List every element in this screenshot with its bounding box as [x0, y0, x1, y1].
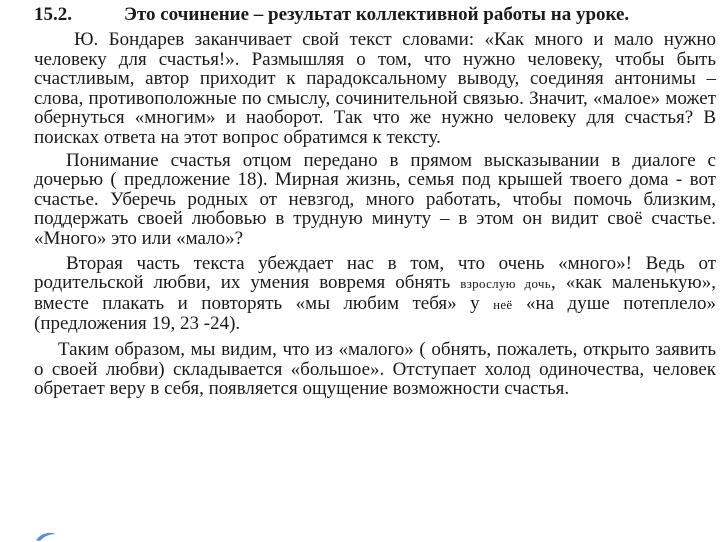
paragraph-1-text: Ю. Бондарев заканчивает свой текст словами: «Как много и мало нужно человеку для счастья!». Размышляя о том, что нужно человеку, чтобы быть счастливым, автор приходит к парадоксальному выводу, соединяя антонимы – слова, противоположные по смыслу, сочинительной связью. Значит, «малое» может обернуться «многим» и наоборот. Так что же нужно человеку для счастья? В поисках ответа на этот вопрос обратимся к тексту.: [34, 29, 716, 148]
paragraph-3-text-a: Вторая часть текста убеждает нас в том, что очень «много»! Ведь от родительской любви, их умения вовремя обнять: [34, 252, 716, 294]
heading-title: Это сочинение – результат коллективной работы на уроке.: [124, 4, 630, 25]
paragraph-2: [34, 151, 716, 249]
paragraph-3: [34, 254, 716, 334]
task-number: 15.2.: [34, 4, 72, 25]
blue-swoosh-icon: [34, 530, 58, 542]
paragraph-4: [34, 340, 716, 399]
paragraph-2-text: Понимание счастья отцом передано в прямом высказывании в диалоге с дочерью ( предложение 18). Мирная жизнь, семья под крышей твоего дома - вот счастье. Уберечь родных от невзгод, много работать, чтобы помочь близким, поддержать своей любовью в трудную минуту – в этом он видит своё счастье. «Много» это или «мало»?: [34, 149, 716, 249]
essay-body: [34, 30, 716, 399]
paragraph-1: [34, 30, 716, 148]
small-caps-phrase: взрослую дочь: [460, 276, 551, 292]
paragraph-4-text: Таким образом, мы видим, что из «малого» ( обнять, пожалеть, открыто заявить о своей любви) складывается «большое». Отступает холод одиночества, человек обретает веру в себя, появляется ощущение возможности счастья.: [34, 338, 716, 400]
document-heading: [34, 0, 716, 30]
paragraph-3-text-c: , «как маленькую», вместе плакать и повторять «мы любим тебя» у: [34, 272, 716, 314]
paragraph-3-text-e: «на душе потеплело» (предложения 19, 23 -24).: [34, 292, 716, 335]
small-caps-word: неё: [493, 296, 513, 312]
